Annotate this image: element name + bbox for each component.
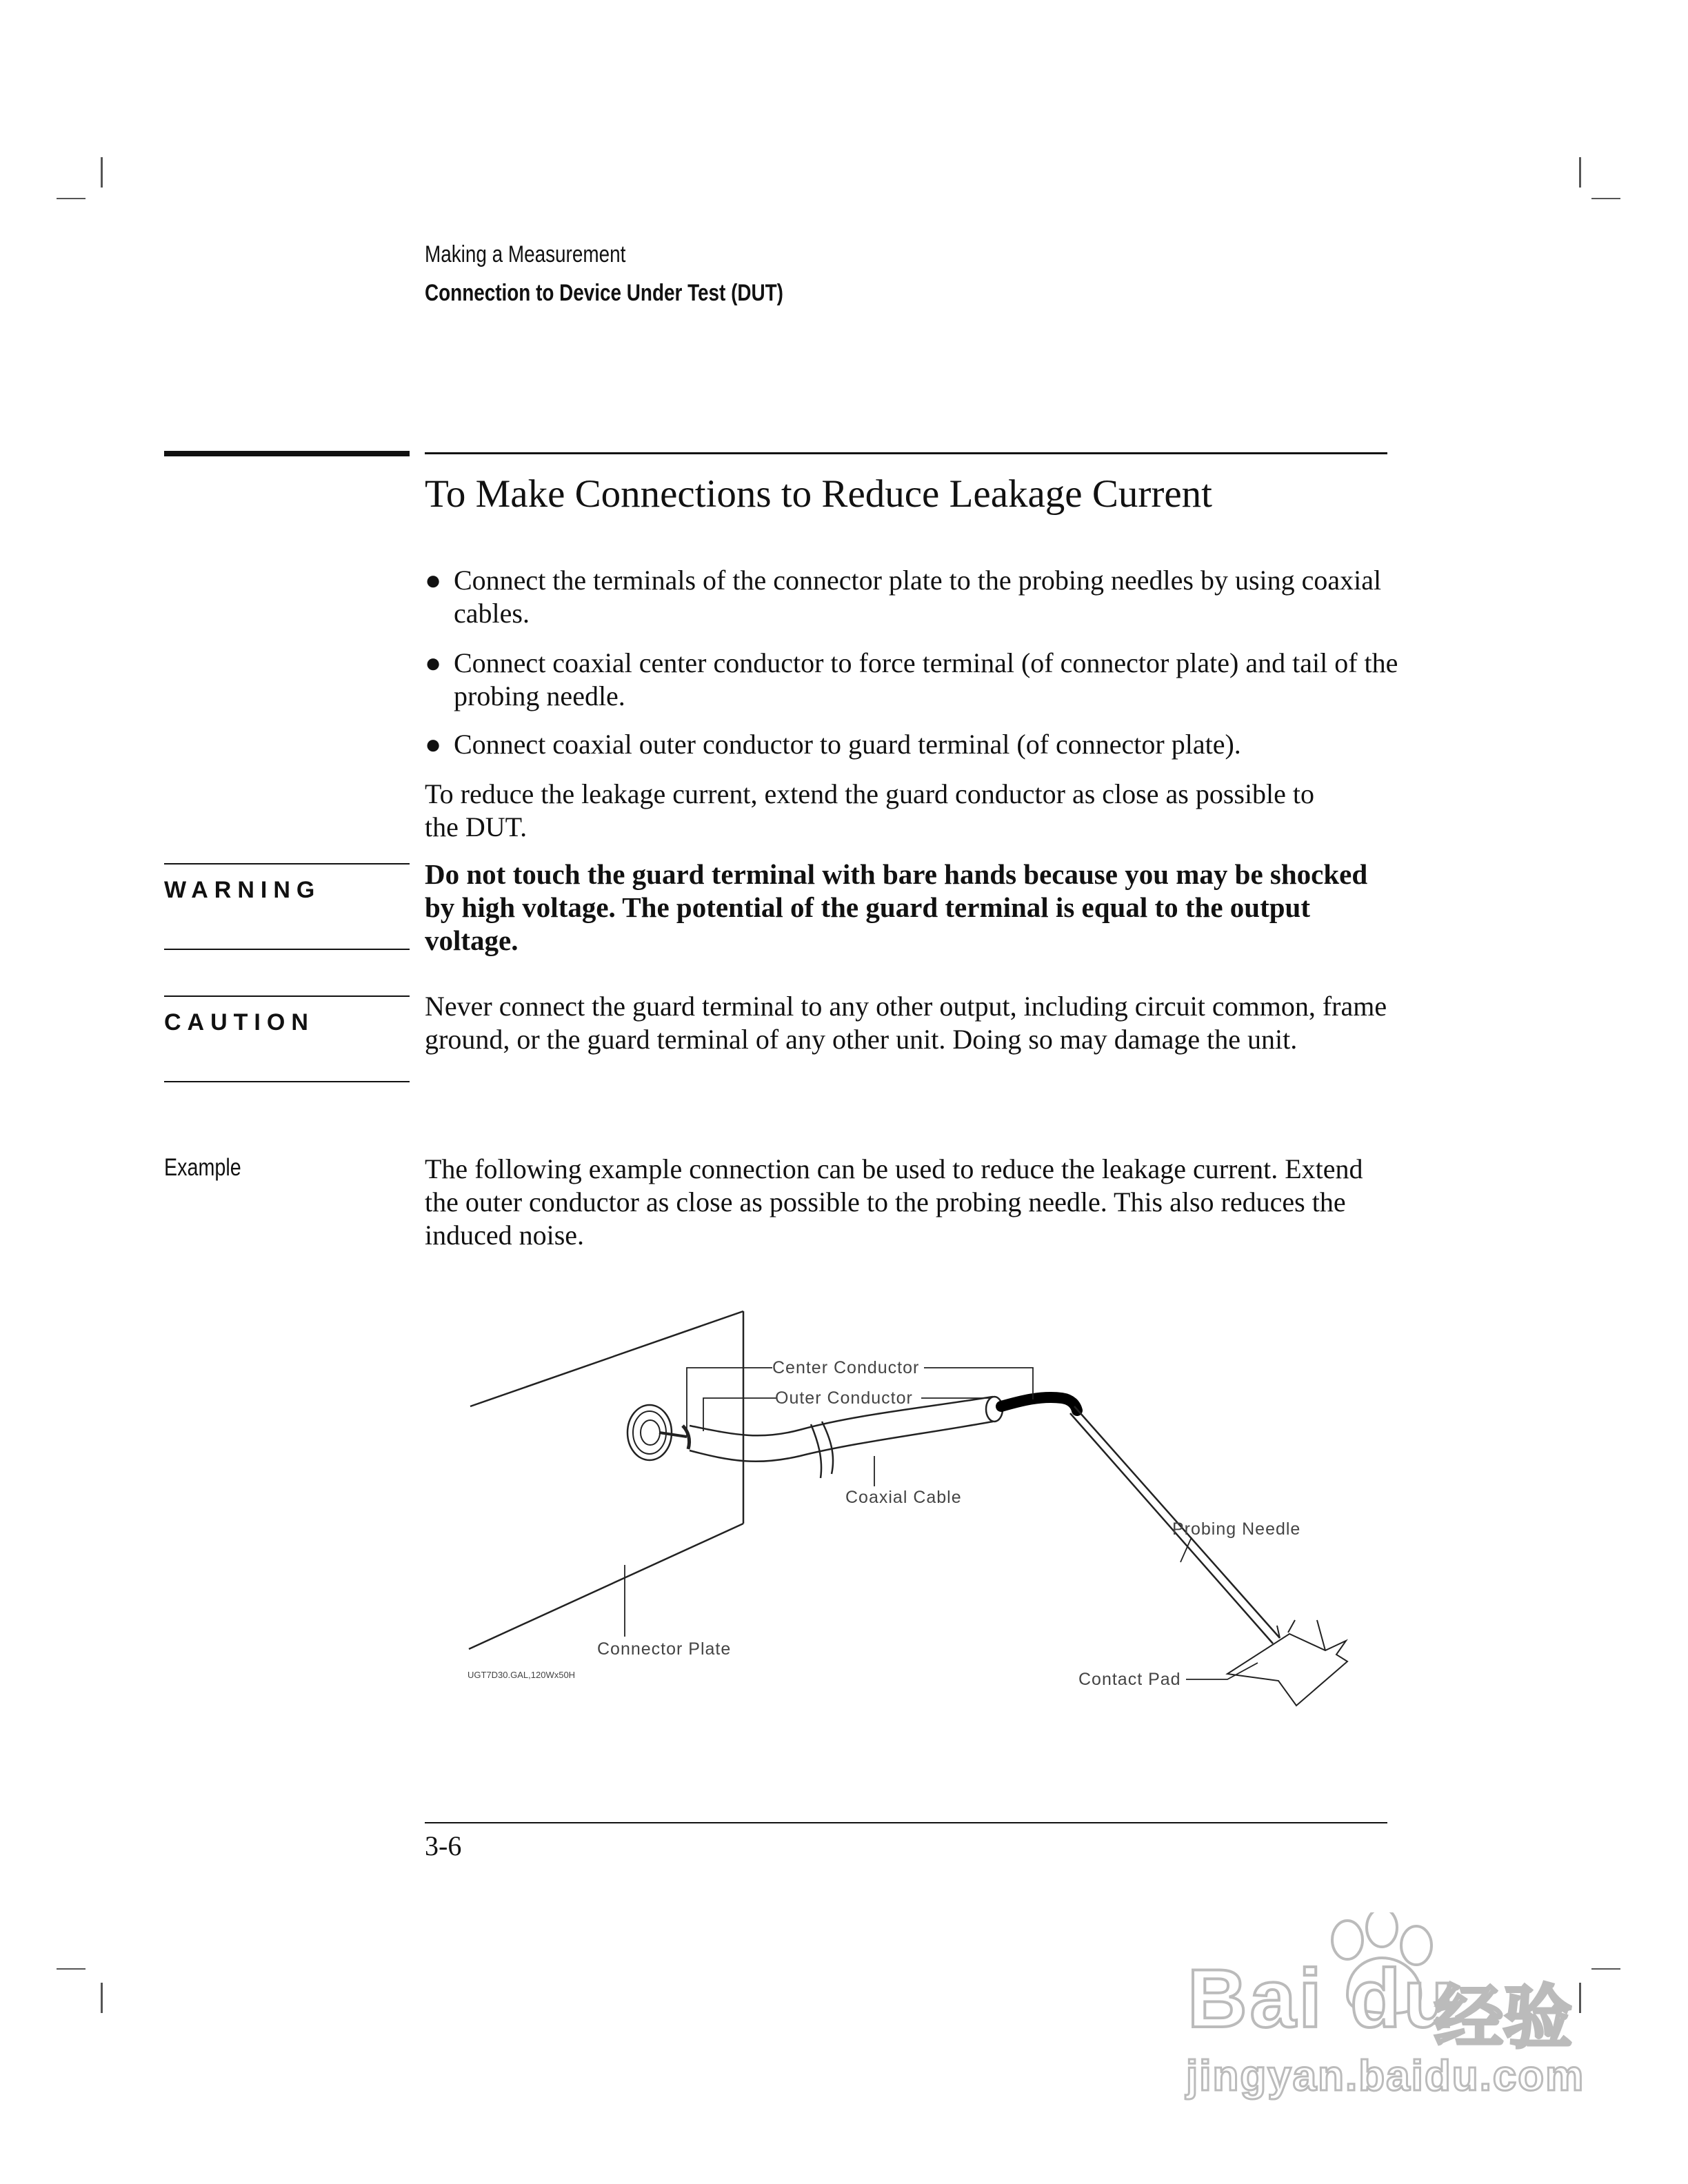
chapter-title: Making a Measurement	[425, 241, 626, 267]
crop-mark	[57, 198, 86, 199]
section-title: Connection to Device Under Test (DUT)	[425, 280, 783, 306]
cable-break-mark	[811, 1424, 821, 1478]
crop-mark	[1579, 157, 1581, 188]
label-outer-conductor: Outer Conductor	[775, 1388, 913, 1408]
crop-mark	[1579, 1983, 1581, 2013]
leader-outer-conductor	[703, 1398, 776, 1431]
footer-rule	[425, 1822, 1387, 1823]
connector-plate-edge	[469, 1524, 743, 1649]
crop-mark	[57, 1968, 86, 1970]
crop-mark	[101, 1983, 103, 2013]
label-center-conductor: Center Conductor	[772, 1358, 920, 1377]
page-heading: To Make Connections to Reduce Leakage Current	[425, 472, 1212, 516]
warning-rule-top	[164, 863, 410, 865]
center-conductor-wire	[1001, 1397, 1077, 1410]
watermark-brand: Bai du	[1187, 1952, 1457, 2045]
watermark-brand-cn: 经验	[1434, 1979, 1572, 2056]
label-connector-plate: Connector Plate	[597, 1639, 732, 1659]
bullet-icon: ●	[425, 565, 442, 596]
warning-label: WARNING	[164, 877, 321, 903]
page-number: 3-6	[425, 1830, 462, 1861]
warning-rule-bottom	[164, 949, 410, 950]
example-label: Example	[164, 1154, 241, 1181]
crop-mark	[1591, 198, 1620, 199]
coaxial-cable	[690, 1422, 993, 1462]
caution-rule-top	[164, 995, 410, 997]
connector-plate-edge	[470, 1311, 743, 1406]
figure-id: UGT7D30.GAL,120Wx50H	[468, 1670, 576, 1680]
bullet-text: Connect coaxial outer conductor to guard terminal (of connector plate).	[454, 729, 1241, 760]
label-probing-needle: Probing Needle	[1172, 1519, 1301, 1539]
bullet-icon: ●	[425, 729, 442, 760]
caution-text: Never connect the guard terminal to any other output, including circuit common, frame ground, or the guard terminal of any other unit. Doing so may damage the unit.	[425, 991, 1387, 1055]
label-contact-pad: Contact Pad	[1078, 1670, 1181, 1689]
example-text: The following example connection can be used to reduce the leakage current. Extend the outer conductor as close as possible to the probing needle. This also reduces the induced noise.	[425, 1153, 1363, 1251]
crop-mark	[1591, 1968, 1620, 1970]
label-coaxial-cable: Coaxial Cable	[845, 1488, 962, 1507]
bullet-text: Connect coaxial center conductor to force terminal (of connector plate) and tail of the probing needle.	[454, 647, 1398, 711]
crop-mark	[101, 157, 103, 188]
watermark-url: jingyan.baidu.com	[1186, 2052, 1585, 2100]
leader-center-conductor	[924, 1368, 1033, 1399]
connection-diagram	[455, 1296, 1379, 1723]
leader-center-conductor	[687, 1368, 772, 1437]
intro-paragraph: To reduce the leakage current, extend the guard conductor as close as possible to the DUT.	[425, 778, 1315, 842]
center-conductor-stub	[659, 1433, 687, 1437]
cable-break-mark	[822, 1422, 833, 1474]
heading-rule-thick	[164, 451, 410, 456]
heading-rule-thin	[425, 452, 1387, 454]
caution-label: CAUTION	[164, 1009, 314, 1035]
contact-pad-edge	[1317, 1620, 1325, 1650]
bullet-text: Connect the terminals of the connector plate to the probing needles by using coaxial cables.	[454, 565, 1382, 629]
warning-text: Do not touch the guard terminal with bare hands because you may be shocked by high voltage. The potential of the guard terminal is equal to the output voltage.	[425, 858, 1368, 956]
bullet-icon: ●	[425, 647, 442, 678]
caution-rule-bottom	[164, 1081, 410, 1082]
